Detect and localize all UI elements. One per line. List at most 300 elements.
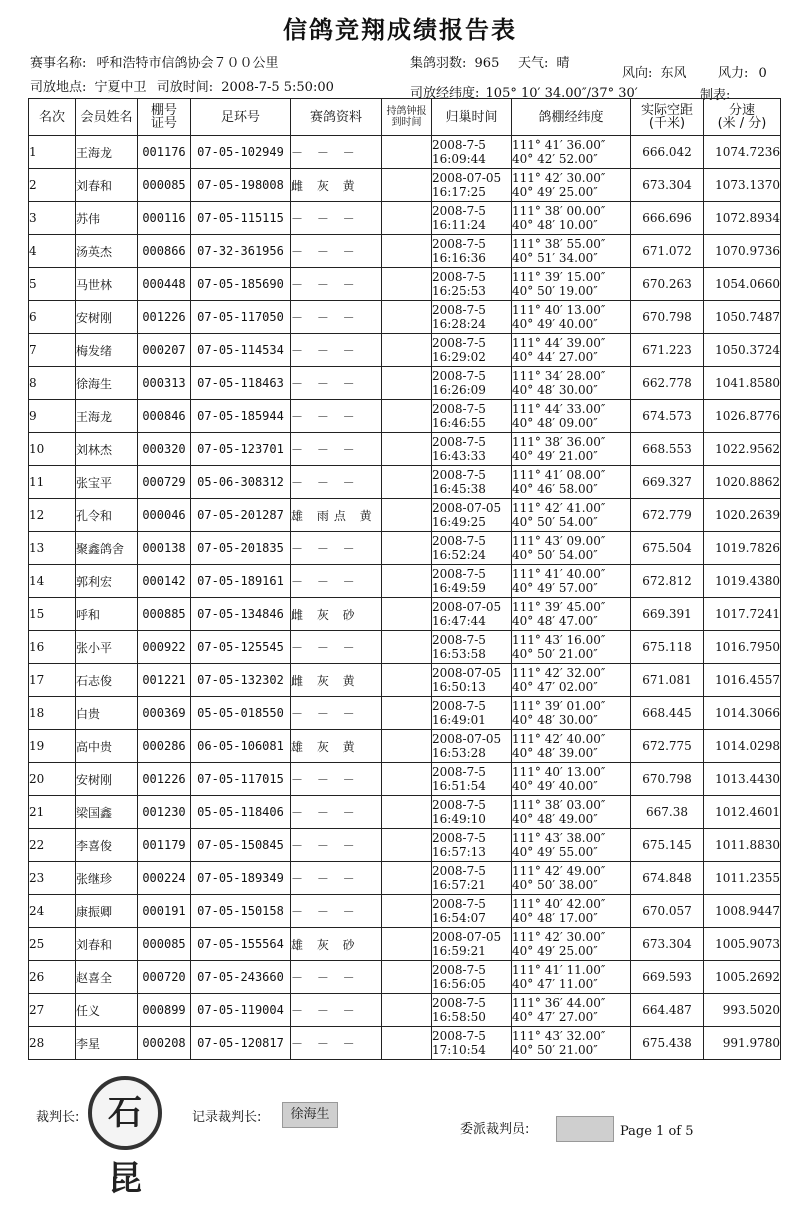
loft-latitude: 40° 49′ 25.00″ <box>512 944 598 958</box>
bird-info-cell <box>291 499 382 532</box>
rank-value: 10 <box>29 442 45 456</box>
arrival-date: 2008-07-05 <box>432 666 502 680</box>
loft-number: 000922 <box>142 640 186 654</box>
coord-cell <box>512 796 631 829</box>
name-cell <box>76 400 138 433</box>
arrival-time: 16:47:44 <box>432 614 486 628</box>
loft-cell <box>138 829 191 862</box>
arrival-date: 2008-07-05 <box>432 171 502 185</box>
bird-info: － － － <box>291 277 360 292</box>
bird-info: － － － <box>291 706 360 721</box>
rank-cell <box>29 202 76 235</box>
arrival-date: 2008-7-5 <box>432 204 486 218</box>
race-name-row <box>30 52 279 71</box>
arrival-date: 2008-07-05 <box>432 732 502 746</box>
loft-cell <box>138 136 191 169</box>
arrival-date: 2008-7-5 <box>432 963 486 977</box>
clock-cell <box>382 301 432 334</box>
speed-value: 1011.8830 <box>715 838 780 852</box>
member-name: 白贵 <box>76 706 101 721</box>
speed-value: 1011.2355 <box>715 871 780 885</box>
distance-cell <box>631 862 704 895</box>
name-cell <box>76 202 138 235</box>
bird-info: 雌 灰 砂 <box>291 607 360 622</box>
ring-number: 07-05-134846 <box>197 607 284 621</box>
arrival-time: 16:26:09 <box>432 383 486 397</box>
rank-cell <box>29 268 76 301</box>
distance-value: 670.798 <box>642 310 692 324</box>
clock-cell <box>382 862 432 895</box>
loft-longitude: 111° 41′ 36.00″ <box>512 138 606 152</box>
ring-number: 07-05-189349 <box>197 871 284 885</box>
distance-value: 666.696 <box>642 211 692 225</box>
col-distance-l2: (千米) <box>648 116 686 131</box>
loft-number: 000729 <box>142 475 186 489</box>
speed-value: 991.9780 <box>722 1036 780 1050</box>
ring-cell <box>191 136 291 169</box>
bird-info: － － － <box>291 904 360 919</box>
loft-number: 000191 <box>142 904 186 918</box>
bird-info-cell <box>291 268 382 301</box>
table-row <box>29 1027 781 1060</box>
ring-cell <box>191 928 291 961</box>
table-body <box>29 136 781 1060</box>
coord-cell <box>512 301 631 334</box>
loft-latitude: 40° 49′ 40.00″ <box>512 317 598 331</box>
ring-cell <box>191 499 291 532</box>
bird-info-cell <box>291 565 382 598</box>
speed-cell <box>704 136 781 169</box>
rank-value: 21 <box>29 805 45 819</box>
rank-cell <box>29 862 76 895</box>
loft-longitude: 111° 44′ 33.00″ <box>512 402 606 416</box>
loft-cell <box>138 994 191 1027</box>
arrival-time: 16:50:13 <box>432 680 486 694</box>
loft-longitude: 111° 39′ 45.00″ <box>512 600 606 614</box>
rank-value: 16 <box>29 640 45 654</box>
col-clock <box>382 99 432 136</box>
loft-longitude: 111° 38′ 36.00″ <box>512 435 606 449</box>
ring-cell <box>191 565 291 598</box>
rank-value: 9 <box>29 409 37 423</box>
arrival-cell <box>432 334 512 367</box>
coord-cell <box>512 202 631 235</box>
distance-value: 669.327 <box>642 475 692 489</box>
clock-cell <box>382 598 432 631</box>
distance-cell <box>631 499 704 532</box>
coord-cell <box>512 565 631 598</box>
loft-latitude: 40° 47′ 02.00″ <box>512 680 598 694</box>
rank-cell <box>29 433 76 466</box>
weather-label: 天气: <box>518 56 549 71</box>
member-name: 任义 <box>76 1003 101 1018</box>
ring-cell <box>191 994 291 1027</box>
wind-force-info <box>718 62 767 81</box>
rank-value: 19 <box>29 739 45 753</box>
coord-cell <box>512 829 631 862</box>
bird-info: － － － <box>291 475 360 490</box>
table-row <box>29 631 781 664</box>
loft-longitude: 111° 43′ 32.00″ <box>512 1029 606 1043</box>
ring-number: 07-05-117050 <box>197 310 284 324</box>
arrival-date: 2008-07-05 <box>432 930 502 944</box>
coord-cell <box>512 1027 631 1060</box>
recorder-stamp: 徐海生 <box>282 1102 338 1128</box>
loft-number: 000207 <box>142 343 186 357</box>
arrival-time: 16:49:59 <box>432 581 486 595</box>
table-row <box>29 400 781 433</box>
bird-info: － － － <box>291 805 360 820</box>
speed-cell <box>704 829 781 862</box>
wind-dir-label: 风向: <box>622 66 653 81</box>
name-cell <box>76 169 138 202</box>
ring-number: 07-05-189161 <box>197 574 284 588</box>
loft-cell <box>138 268 191 301</box>
coord-cell <box>512 961 631 994</box>
coord-cell <box>512 730 631 763</box>
distance-cell <box>631 961 704 994</box>
distance-cell <box>631 268 704 301</box>
speed-value: 1014.3066 <box>715 706 780 720</box>
distance-value: 664.487 <box>642 1003 692 1017</box>
bird-info-cell <box>291 796 382 829</box>
rank-value: 1 <box>29 145 37 159</box>
name-cell <box>76 367 138 400</box>
ring-cell <box>191 532 291 565</box>
speed-cell <box>704 961 781 994</box>
coord-cell <box>512 169 631 202</box>
ring-number: 07-05-114534 <box>197 343 284 357</box>
loft-number: 000286 <box>142 739 186 753</box>
speed-cell <box>704 268 781 301</box>
loft-cell <box>138 400 191 433</box>
speed-cell <box>704 664 781 697</box>
loft-latitude: 40° 47′ 27.00″ <box>512 1010 598 1024</box>
bird-info: － － － <box>291 970 360 985</box>
loft-number: 000142 <box>142 574 186 588</box>
member-name: 高中贵 <box>76 739 113 754</box>
loft-number: 000046 <box>142 508 186 522</box>
clock-cell <box>382 334 432 367</box>
bird-info: － － － <box>291 1036 360 1051</box>
rank-value: 2 <box>29 178 37 192</box>
arrival-time: 16:58:50 <box>432 1010 486 1024</box>
arrival-time: 16:45:38 <box>432 482 486 496</box>
loft-latitude: 40° 50′ 54.00″ <box>512 515 598 529</box>
rank-value: 4 <box>29 244 37 258</box>
table-row <box>29 301 781 334</box>
name-cell <box>76 268 138 301</box>
distance-value: 675.118 <box>642 640 692 654</box>
col-loft-l1: 棚号 <box>150 103 177 118</box>
table-row <box>29 763 781 796</box>
arrival-date: 2008-07-05 <box>432 501 502 515</box>
arrival-cell <box>432 928 512 961</box>
name-cell <box>76 235 138 268</box>
recorder-label: 记录裁判长: <box>192 1110 262 1125</box>
clock-cell <box>382 499 432 532</box>
speed-cell <box>704 466 781 499</box>
member-name: 马世林 <box>76 277 113 292</box>
ring-cell <box>191 796 291 829</box>
bird-info-cell <box>291 895 382 928</box>
arrival-time: 16:25:53 <box>432 284 486 298</box>
rank-cell <box>29 499 76 532</box>
bird-info: 雄 雨点 黄 <box>291 508 377 523</box>
speed-value: 1026.8776 <box>715 409 780 423</box>
bird-info-cell <box>291 433 382 466</box>
clock-cell <box>382 829 432 862</box>
distance-cell <box>631 1027 704 1060</box>
ring-cell <box>191 631 291 664</box>
loft-latitude: 40° 50′ 19.00″ <box>512 284 598 298</box>
name-cell <box>76 928 138 961</box>
arrival-time: 16:57:13 <box>432 845 486 859</box>
bird-info-cell <box>291 862 382 895</box>
member-name: 石志俊 <box>76 673 113 688</box>
speed-value: 1074.7236 <box>715 145 780 159</box>
col-rank: 名次 <box>29 99 76 136</box>
name-cell <box>76 796 138 829</box>
ring-cell <box>191 235 291 268</box>
distance-value: 675.504 <box>642 541 692 555</box>
distance-cell <box>631 301 704 334</box>
ring-number: 07-32-361956 <box>197 244 284 258</box>
loft-cell <box>138 664 191 697</box>
ring-number: 07-05-115115 <box>197 211 284 225</box>
name-cell <box>76 532 138 565</box>
distance-cell <box>631 400 704 433</box>
loft-cell <box>138 565 191 598</box>
arrival-cell <box>432 136 512 169</box>
name-cell <box>76 301 138 334</box>
loft-cell <box>138 631 191 664</box>
judge-seal-text: 石昆 <box>108 1093 142 1199</box>
arrival-date: 2008-7-5 <box>432 138 486 152</box>
clock-cell <box>382 565 432 598</box>
name-cell <box>76 829 138 862</box>
bird-info: － － － <box>291 574 360 589</box>
bird-info: － － － <box>291 640 360 655</box>
ring-number: 05-06-308312 <box>197 475 284 489</box>
release-coord: 105° 10′ 34.00″/37° 30′ <box>485 86 638 101</box>
weather-info <box>518 52 570 71</box>
bird-info: － － － <box>291 409 360 424</box>
bird-info-cell <box>291 1027 382 1060</box>
release-coord-label: 司放经纬度: <box>410 86 480 101</box>
distance-value: 670.798 <box>642 772 692 786</box>
table-row <box>29 796 781 829</box>
loft-longitude: 111° 42′ 30.00″ <box>512 171 606 185</box>
arrival-date: 2008-7-5 <box>432 369 486 383</box>
page-number: Page 1 of 5 <box>620 1124 694 1139</box>
release-place-label: 司放地点: <box>30 80 87 95</box>
table-row <box>29 499 781 532</box>
member-name: 康振卿 <box>76 904 113 919</box>
release-time: 2008-7-5 5:50:00 <box>221 80 334 95</box>
coord-cell <box>512 400 631 433</box>
bird-info: － － － <box>291 244 360 259</box>
clock-cell <box>382 631 432 664</box>
judge-label: 裁判长: <box>36 1110 80 1125</box>
arrival-time: 16:16:36 <box>432 251 486 265</box>
speed-cell <box>704 532 781 565</box>
clock-cell <box>382 367 432 400</box>
clock-cell <box>382 169 432 202</box>
coord-cell <box>512 268 631 301</box>
loft-latitude: 40° 49′ 57.00″ <box>512 581 598 595</box>
judge-seal-stamp <box>88 1076 162 1199</box>
name-cell <box>76 994 138 1027</box>
loft-number: 001230 <box>142 805 186 819</box>
col-clock-l2: 到时间 <box>391 117 422 128</box>
table-row <box>29 928 781 961</box>
bird-info-cell <box>291 532 382 565</box>
loft-longitude: 111° 43′ 16.00″ <box>512 633 606 647</box>
loft-number: 000448 <box>142 277 186 291</box>
bird-info-cell <box>291 136 382 169</box>
loft-latitude: 40° 42′ 52.00″ <box>512 152 598 166</box>
rank-value: 6 <box>29 310 37 324</box>
distance-cell <box>631 202 704 235</box>
bird-info: － － － <box>291 838 360 853</box>
bird-info-cell <box>291 202 382 235</box>
clock-cell <box>382 961 432 994</box>
speed-value: 1019.7826 <box>715 541 780 555</box>
distance-value: 673.304 <box>642 178 692 192</box>
arrival-cell <box>432 268 512 301</box>
col-loft-l2: 证号 <box>150 116 177 131</box>
table-row <box>29 895 781 928</box>
distance-value: 666.042 <box>642 145 692 159</box>
arrival-cell <box>432 961 512 994</box>
distance-cell <box>631 334 704 367</box>
clock-cell <box>382 136 432 169</box>
member-name: 安树刚 <box>76 772 113 787</box>
coord-cell <box>512 928 631 961</box>
ring-cell <box>191 664 291 697</box>
distance-cell <box>631 928 704 961</box>
table-row <box>29 565 781 598</box>
distance-cell <box>631 697 704 730</box>
bird-info: 雄 灰 黄 <box>291 739 360 754</box>
distance-value: 671.072 <box>642 244 692 258</box>
loft-number: 000899 <box>142 1003 186 1017</box>
ring-number: 07-05-132302 <box>197 673 284 687</box>
birds-label: 集鸽羽数: <box>410 56 467 71</box>
loft-latitude: 40° 49′ 25.00″ <box>512 185 598 199</box>
coord-cell <box>512 367 631 400</box>
race-name-label: 赛事名称: <box>30 56 87 71</box>
loft-latitude: 40° 46′ 58.00″ <box>512 482 598 496</box>
arrival-time: 16:53:28 <box>432 746 486 760</box>
table-row <box>29 202 781 235</box>
loft-number: 000224 <box>142 871 186 885</box>
coord-cell <box>512 862 631 895</box>
name-cell <box>76 961 138 994</box>
rank-value: 5 <box>29 277 37 291</box>
arrival-time: 16:11:24 <box>432 218 486 232</box>
speed-value: 1005.2692 <box>715 970 780 984</box>
speed-cell <box>704 367 781 400</box>
clock-cell <box>382 763 432 796</box>
coord-cell <box>512 631 631 664</box>
member-name: 王海龙 <box>76 145 113 160</box>
distance-cell <box>631 565 704 598</box>
arrival-cell <box>432 664 512 697</box>
ring-cell <box>191 598 291 631</box>
table-row <box>29 169 781 202</box>
loft-number: 000885 <box>142 607 186 621</box>
rank-value: 15 <box>29 607 45 621</box>
loft-cell <box>138 598 191 631</box>
rank-cell <box>29 895 76 928</box>
loft-latitude: 40° 48′ 47.00″ <box>512 614 598 628</box>
loft-cell <box>138 235 191 268</box>
clock-cell <box>382 895 432 928</box>
distance-value: 670.057 <box>642 904 692 918</box>
clock-cell <box>382 400 432 433</box>
name-cell <box>76 565 138 598</box>
name-cell <box>76 730 138 763</box>
rank-cell <box>29 763 76 796</box>
member-name: 王海龙 <box>76 409 113 424</box>
member-name: 安树刚 <box>76 310 113 325</box>
ring-number: 07-05-120817 <box>197 1036 284 1050</box>
ring-number: 07-05-118463 <box>197 376 284 390</box>
speed-cell <box>704 631 781 664</box>
name-cell <box>76 433 138 466</box>
loft-longitude: 111° 42′ 41.00″ <box>512 501 606 515</box>
loft-cell <box>138 862 191 895</box>
rank-cell <box>29 136 76 169</box>
arrival-time: 16:57:21 <box>432 878 486 892</box>
loft-longitude: 111° 39′ 15.00″ <box>512 270 606 284</box>
distance-cell <box>631 598 704 631</box>
arrival-date: 2008-7-5 <box>432 699 486 713</box>
loft-cell <box>138 334 191 367</box>
loft-cell <box>138 961 191 994</box>
bird-info-cell <box>291 664 382 697</box>
arrival-date: 2008-7-5 <box>432 402 486 416</box>
ring-number: 07-05-155564 <box>197 937 284 951</box>
arrival-cell <box>432 1027 512 1060</box>
release-time-label: 司放时间: <box>156 80 214 95</box>
coord-cell <box>512 433 631 466</box>
loft-number: 000846 <box>142 409 186 423</box>
loft-latitude: 40° 49′ 21.00″ <box>512 449 598 463</box>
bird-info-cell <box>291 730 382 763</box>
rank-value: 11 <box>29 475 45 489</box>
arrival-time: 16:56:05 <box>432 977 486 991</box>
clock-cell <box>382 466 432 499</box>
name-cell <box>76 763 138 796</box>
loft-cell <box>138 532 191 565</box>
name-cell <box>76 136 138 169</box>
distance-cell <box>631 433 704 466</box>
loft-longitude: 111° 41′ 11.00″ <box>512 963 606 977</box>
arrival-cell <box>432 235 512 268</box>
arrival-date: 2008-7-5 <box>432 996 486 1010</box>
table-row <box>29 730 781 763</box>
coord-cell <box>512 235 631 268</box>
ring-number: 07-05-185944 <box>197 409 284 423</box>
ring-cell <box>191 829 291 862</box>
arrival-cell <box>432 565 512 598</box>
coord-cell <box>512 466 631 499</box>
member-name: 李喜俊 <box>76 838 113 853</box>
loft-latitude: 40° 48′ 09.00″ <box>512 416 598 430</box>
